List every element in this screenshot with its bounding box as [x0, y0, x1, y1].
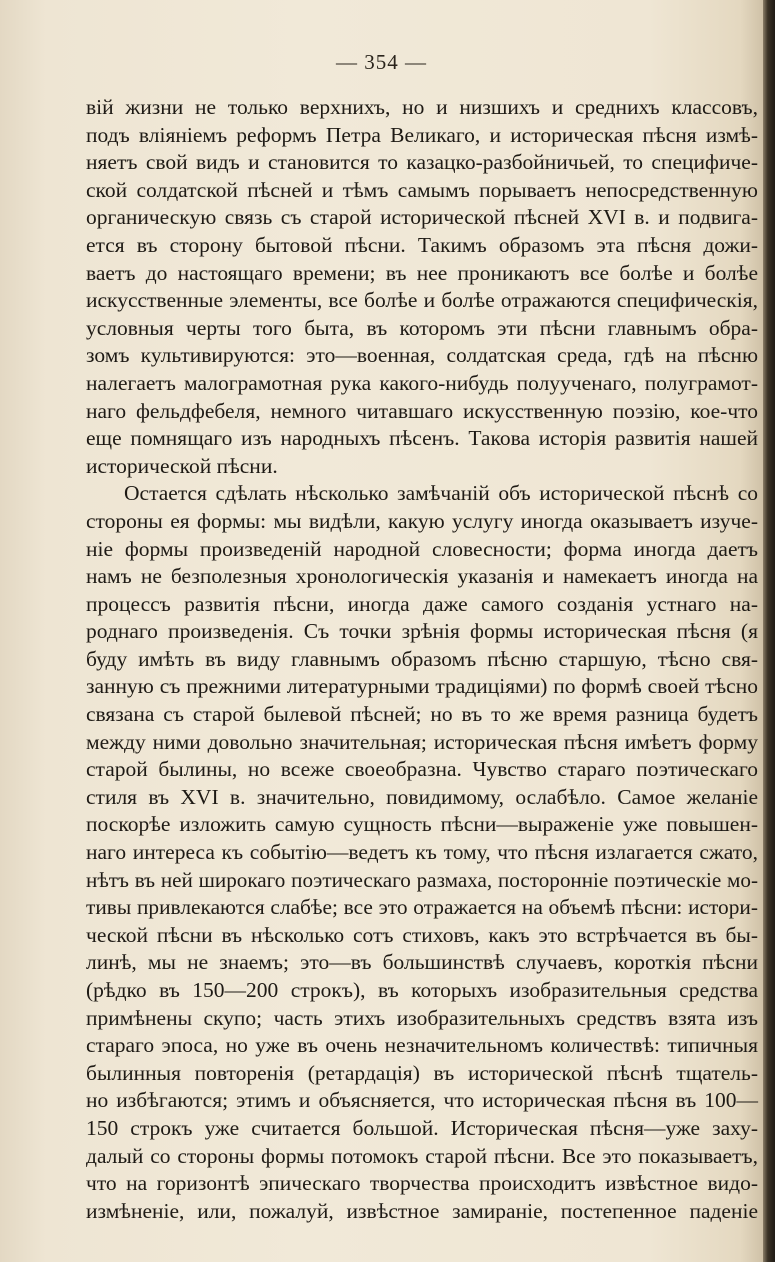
text-line: наго интереса къ событію—ведетъ къ тому, что пѣсня излагается сжато, — [86, 840, 758, 865]
text-line: занную съ прежними литературными традиціями) по формѣ своей тѣсно — [86, 674, 758, 699]
text-line: линѣ, мы не знаемъ; это—въ большинствѣ случаевъ, короткія пѣсни — [86, 950, 758, 975]
text-line: стараго эпоса, но уже въ очень незначительномъ количествѣ: типичныя — [86, 1033, 758, 1058]
text-line: но избѣгаются; этимъ и объясняется, что историческая пѣсня въ 100— — [86, 1088, 758, 1113]
text-line: вій жизни не только верхнихъ, но и низшихъ и среднихъ классовъ, — [86, 95, 758, 119]
text-line: зомъ культивируются: это—военная, солдатская среда, гдѣ на пѣсню — [86, 343, 758, 368]
text-line: старой былины, но всеже своеобразна. Чувство стараго поэтическаго — [86, 757, 758, 782]
text-line: нѣтъ въ ней широкаго поэтическаго размаха, посторонніе поэтическіе мо- — [86, 867, 758, 892]
text-line: наго фельдфебеля, немного читавшаго искусственную поэзію, кое-что — [86, 398, 758, 423]
text-line: процессъ развитія пѣсни, иногда даже самого созданія устнаго на- — [86, 591, 758, 616]
text-line: что на горизонтѣ эпическаго творчества происходитъ извѣстное видо- — [86, 1171, 758, 1196]
text-line: ніе формы произведеній народной словесности; форма иногда даетъ — [86, 536, 758, 561]
text-line: роднаго произведенія. Съ точки зрѣнія формы историческая пѣсня (я — [86, 619, 758, 644]
text-line: ваетъ до настоящаго времени; въ нее проникаютъ все болѣе и болѣе — [86, 260, 758, 285]
text-line: тивы привлекаются слабѣе; все это отражается на объемѣ пѣсни: истори- — [86, 895, 758, 920]
text-line: налегаетъ малограмотная рука какого-нибудь полуученаго, полуграмот- — [86, 370, 758, 395]
text-line: измѣненіе, или, пожалуй, извѣстное замираніе, постепенное паденіе — [86, 1198, 758, 1223]
page-number: — 354 — — [336, 50, 427, 74]
text-line: Остается сдѣлать нѣсколько замѣчаній объ исторической пѣснѣ со — [124, 481, 758, 506]
text-line: буду имѣть въ виду главнымъ образомъ пѣсню старшую, тѣсно свя- — [86, 646, 758, 671]
text-line: связана съ старой былевой пѣсней; но въ то же время разница будетъ — [86, 702, 758, 727]
text-line: органическую связь съ старой исторической пѣсней XVI в. и подвига- — [86, 205, 758, 230]
text-line: искусственные элементы, все болѣе и болѣе отражаются специфическія, — [86, 288, 758, 313]
text-line: стиля въ XVI в. значительно, повидимому, ослабѣло. Самое желаніе — [86, 784, 758, 809]
text-line: примѣнены скупо; часть этихъ изобразительныхъ средствъ взята изъ — [86, 1005, 758, 1030]
text-line: поскорѣе изложить самую сущность пѣсни—выраженіе уже повышен- — [86, 812, 758, 837]
text-line: стороны ея формы: мы видѣли, какую услугу иногда оказываетъ изуче- — [86, 508, 758, 533]
text-line: ется въ сторону бытовой пѣсни. Такимъ образомъ эта пѣсня дожи- — [86, 232, 758, 257]
paragraph-1 — [86, 94, 758, 480]
text-line: (рѣдко въ 150—200 строкъ), въ которыхъ изобразительныя средства — [86, 978, 758, 1002]
text-line: между ними довольно значительная; историческая пѣсня имѣетъ форму — [86, 729, 758, 754]
body-text — [86, 94, 758, 1225]
text-line: ской солдатской пѣсней и тѣмъ самымъ порываетъ непосредственную — [86, 177, 758, 202]
text-line: подъ вліяніемъ реформъ Петра Великаго, и историческая пѣсня измѣ- — [86, 122, 758, 147]
text-line: ческой пѣсни въ нѣсколько сотъ стиховъ, какъ это встрѣчается въ бы- — [86, 922, 758, 947]
text-line: няетъ свой видъ и становится то казацко-разбойничьей, то специфиче- — [86, 150, 758, 175]
text-line: исторической пѣсни. — [86, 453, 278, 478]
text-line: былинныя повторенія (ретардація) въ исторической пѣснѣ тщатель- — [86, 1060, 758, 1085]
text-line: условныя черты того быта, въ которомъ эти пѣсни главнымъ обра- — [86, 315, 758, 340]
text-line: намъ не безполезныя хронологическія указанія и намекаетъ иногда на — [86, 564, 758, 589]
paragraph-2 — [86, 480, 758, 1225]
text-line: 150 строкъ уже считается большой. Историческая пѣсня—уже заху- — [86, 1115, 758, 1140]
text-line: еще помнящаго изъ народныхъ пѣсенъ. Такова исторія развитія нашей — [86, 426, 758, 451]
text-line: далый со стороны формы потомокъ старой пѣсни. Все это показываетъ, — [86, 1143, 758, 1168]
book-binding-edge — [763, 0, 775, 1262]
